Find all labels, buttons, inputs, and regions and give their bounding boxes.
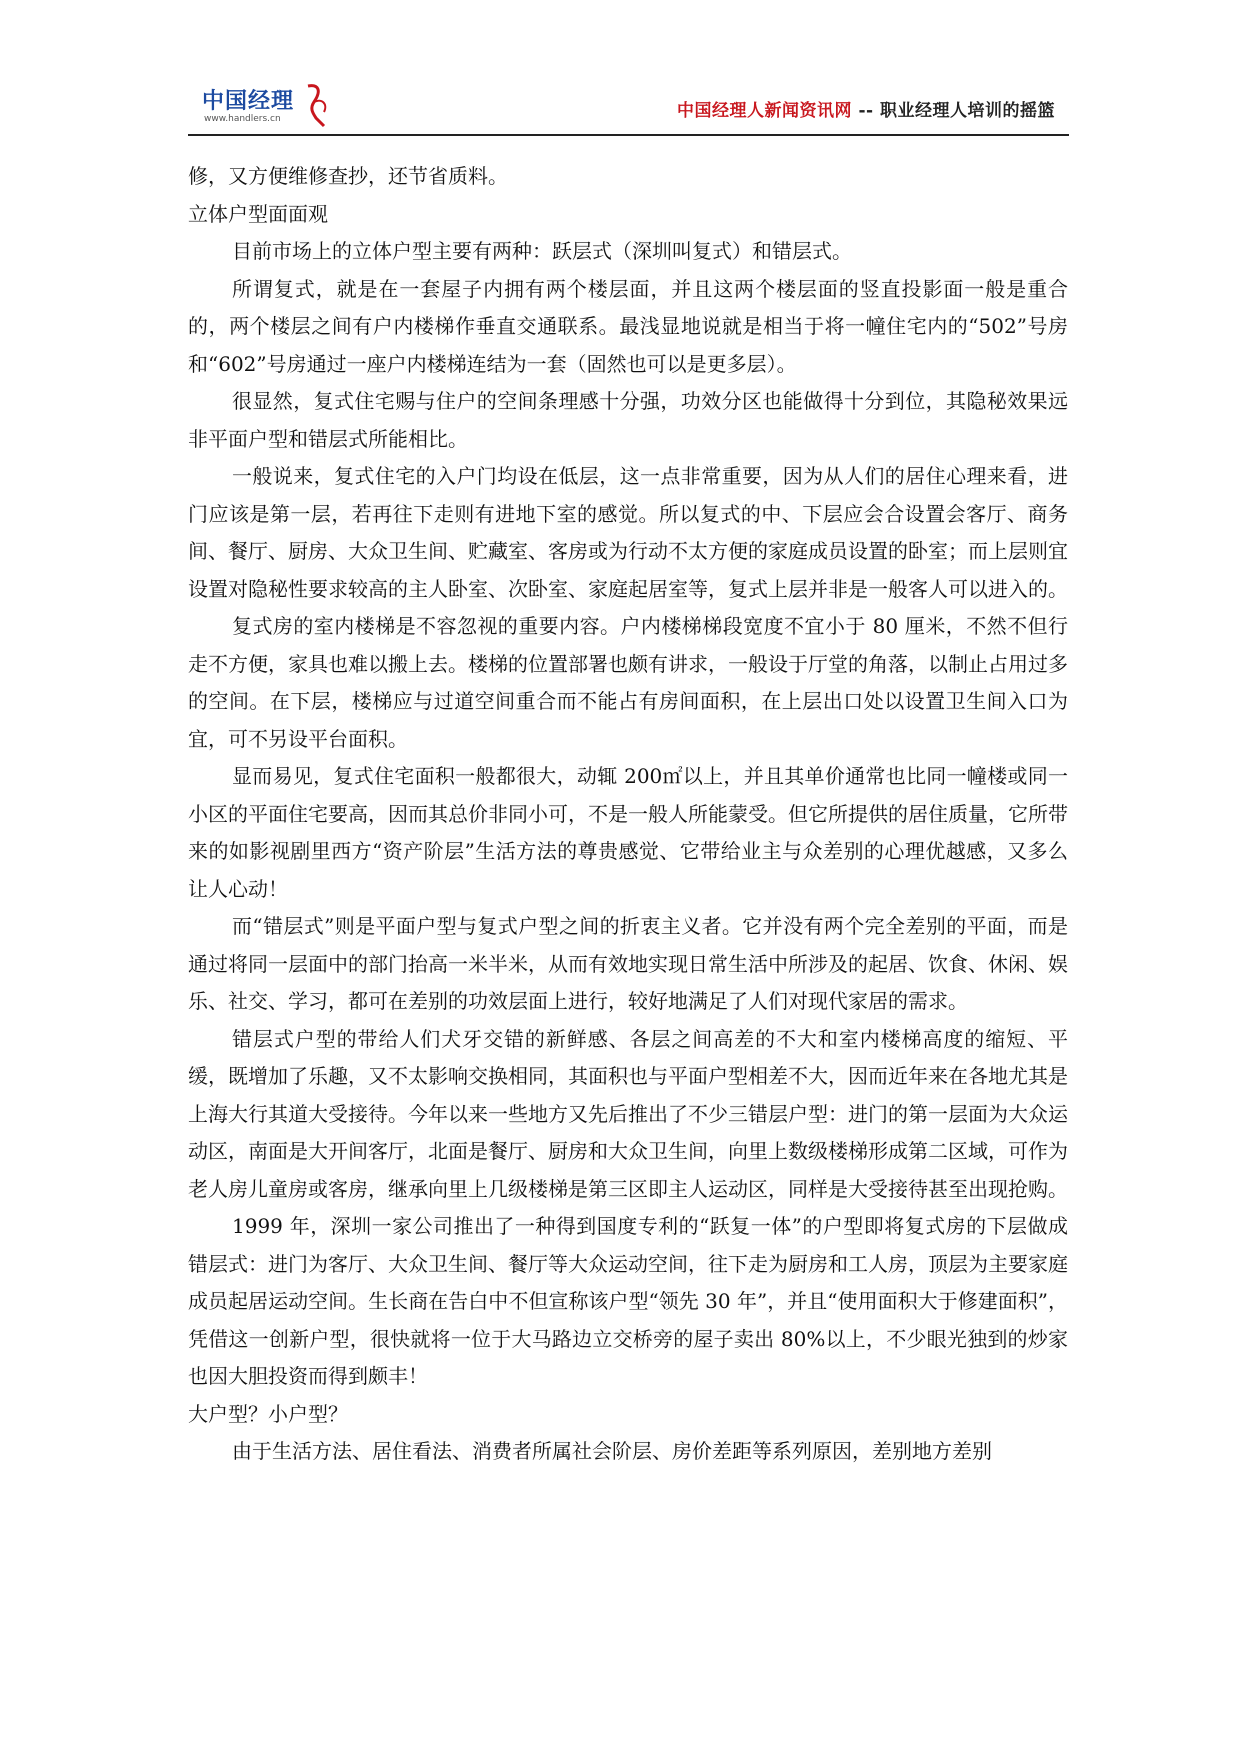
paragraph: 目前市场上的立体户型主要有两种：跃层式（深圳叫复式）和错层式。	[232, 239, 852, 263]
logo-mark-icon	[302, 82, 332, 128]
logo-text: 中国经理	[202, 89, 295, 114]
paragraph: 显而易见，复式住宅面积一般都很大，动辄 200㎡以上，并且其单价通常也比同一幢楼或同一小区的平面住宅要高，因而其总价非同小可，不是一般人所能蒙受。但它所提供的居住质量，它所带来的如影视剧里西方“资产阶层”生活方法的尊贵感觉、它带给业主与众差别的心理优越感，又多么让人心动！	[188, 764, 1068, 901]
section-heading: 立体户型面面观	[188, 201, 328, 226]
slogan-sub: 职业经理人培训的摇篮	[880, 101, 1055, 121]
slogan-separator: --	[852, 101, 880, 121]
logo-url: www.handlers.cn	[204, 114, 281, 124]
paragraph: 很显然，复式住宅赐与住户的空间条理感十分强，功效分区也能做得十分到位，其隐秘效果远非平面户型和错层式所能相比。	[188, 389, 1068, 451]
section-heading: 大户型？小户型？	[188, 1401, 348, 1426]
paragraph: 一般说来，复式住宅的入户门均设在低层，这一点非常重要，因为从人们的居住心理来看，进门应该是第一层，若再往下走则有进地下室的感觉。所以复式的中、下层应会合设置会客厅、商务间、餐厅、厨房、大众卫生间、贮藏室、客房或为行动不太方便的家庭成员设置的卧室；而上层则宜设置对隐秘性要求较高的主人卧室、次卧室、家庭起居室等，复式上层并非是一般客人可以进入的。	[188, 464, 1068, 601]
company-logo	[202, 84, 327, 132]
header-divider	[188, 134, 1069, 136]
paragraph: 由于生活方法、居住看法、消费者所属社会阶层、房价差距等系列原因，差别地方差别	[232, 1439, 992, 1463]
header-slogan	[677, 96, 1055, 121]
paragraph: 错层式户型的带给人们犬牙交错的新鲜感、各层之间高差的不大和室内楼梯高度的缩短、平缓，既增加了乐趣，又不太影响交换相同，其面积也与平面户型相差不大，因而近年来在各地尤其是上海大行其道大受接待。今年以来一些地方又先后推出了不少三错层户型：进门的第一层面为大众运动区，南面是大开间客厅，北面是餐厅、厨房和大众卫生间，向里上数级楼梯形成第二区域，可作为老人房儿童房或客房，继承向里上几级楼梯是第三区即主人运动区，同样是大受接待甚至出现抢购。	[188, 1026, 1068, 1201]
paragraph: 1999 年，深圳一家公司推出了一种得到国度专利的“跃复一体”的户型即将复式房的下层做成错层式：进门为客厅、大众卫生间、餐厅等大众运动空间，往下走为厨房和工人房，顶层为主要家庭成员起居运动空间。生长商在告白中不但宣称该户型“领先 30 年”，并且“使用面积大于修建面积”，凭借这一创新户型，很快就将一位于大马路边立交桥旁的屋子卖出 80%以上，不少眼光独到的炒家也因大胆投资而得到颇丰！	[188, 1214, 1068, 1388]
slogan-main: 中国经理人新闻资讯网	[677, 101, 853, 121]
paragraph: 而“错层式”则是平面户型与复式户型之间的折衷主义者。它并没有两个完全差别的平面，而是通过将同一层面中的部门抬高一米半米，从而有效地实现日常生活中所涉及的起居、饮食、休闲、娱乐、社交、学习，都可在差别的功效层面上进行，较好地满足了人们对现代家居的需求。	[188, 914, 1068, 1013]
paragraph: 修，又方便维修查抄，还节省质料。	[188, 164, 508, 188]
paragraph: 复式房的室内楼梯是不容忽视的重要内容。户内楼梯梯段宽度不宜小于 80 厘米，不然不但行走不方便，家具也难以搬上去。楼梯的位置部署也颇有讲求，一般设于厅堂的角落，以制止占用过多的空间。在下层，楼梯应与过道空间重合而不能占有房间面积，在上层出口处以设置卫生间入口为宜，可不另设平台面积。	[188, 614, 1068, 751]
page-header	[188, 80, 1069, 140]
paragraph: 所谓复式，就是在一套屋子内拥有两个楼层面，并且这两个楼层面的竖直投影面一般是重合的，两个楼层之间有户内楼梯作垂直交通联系。最浅显地说就是相当于将一幢住宅内的“502”号房和“602”号房通过一座户内楼梯连结为一套（固然也可以是更多层）。	[188, 276, 1068, 376]
article-body	[188, 158, 1068, 1471]
